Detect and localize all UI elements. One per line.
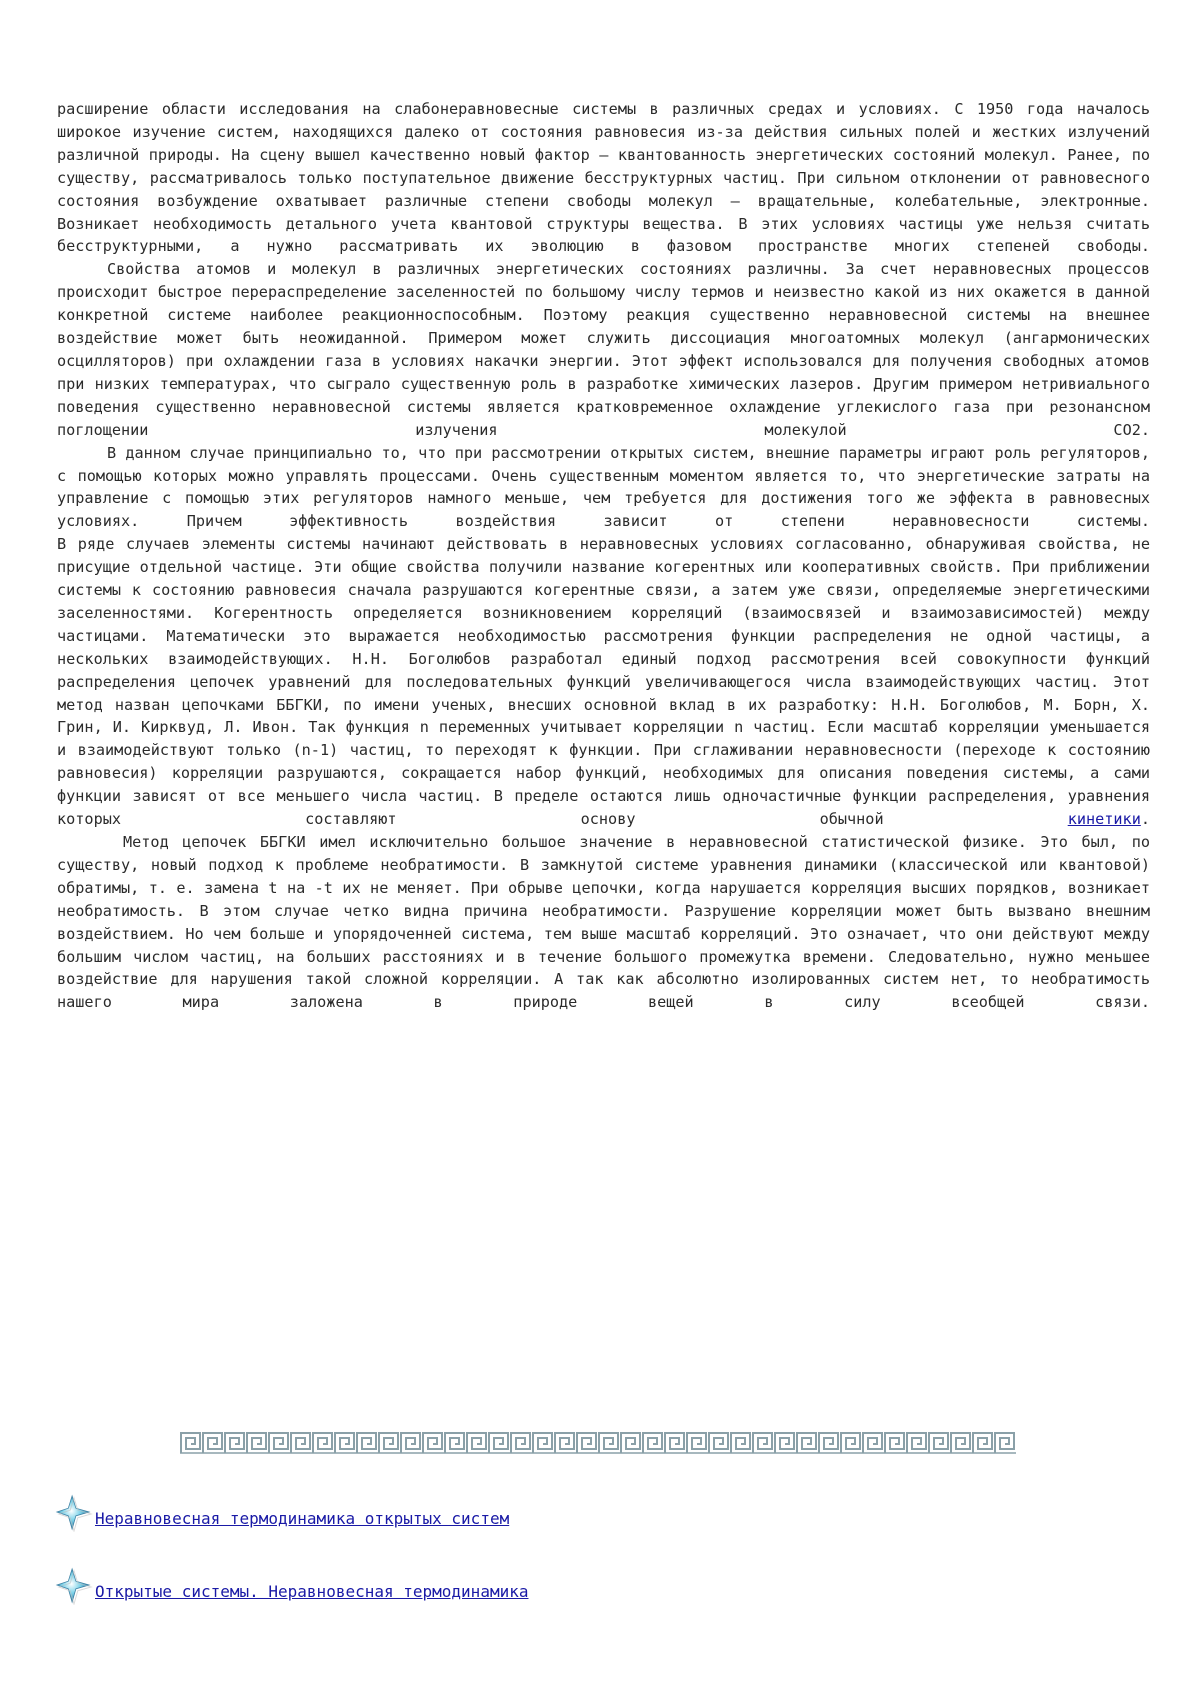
greek-key-ornament-icon <box>180 1432 1030 1454</box>
blue-star-icon <box>55 1567 93 1605</box>
nav-item-open-systems[interactable] <box>55 1565 528 1605</box>
nav-link-label[interactable]: Неравновесная термодинамика открытых систем <box>95 1509 510 1528</box>
greek-key-segment <box>467 1433 486 1453</box>
greek-key-segment <box>643 1433 662 1453</box>
paragraph-4 <box>57 533 1150 831</box>
greek-key-segment <box>687 1433 706 1453</box>
greek-key-segment <box>841 1433 860 1453</box>
nav-link-label[interactable]: Открытые системы. Неравновесная термодинамика <box>95 1582 529 1601</box>
paragraph-4-text: В ряде случаев элементы системы начинают действовать в неравновесных условиях согласованно, обнаруживая свойства, не присущие отдельной частице. Эти общие свойства получили название когерентных или кооперативных свойств. При приближении системы к состоянию равновесия сначала разрушаются когерентные связи, а затем уже связи, определяемые энергетическими заселенностями. Когерентность определяется возникновением корреляций (взаимосвязей и взаимозависимостей) между частицами. Математически это выражается необходимостью рассмотрения функции распределения не одной частицы, а нескольких взаимодействующих. Н.Н. Боголюбов разработал единый подход рассмотрения всей совокупности функций распределения цепочек уравнений для последовательных функций увеличивающегося числа взаимодействующих частиц. Этот метод назван цепочками ББГКИ, по имени ученых, внесших основной вклад в их разработку: Н.Н. Боголюбов, М. Борн, Х. Грин, И. Кирквуд, Л. Ивон. Так функция n переменных учитывает корреляции n частиц. Если масштаб корреляции уменьшается и взаимодействуют только (n-1) частиц, то переходят к функции. При сглаживании неравновесности (переходе к состоянию равновесия) корреляции разрушаются, сокращается набор функций, необходимых для описания поведения системы, а сами функции зависят от все меньшего числа частиц. В пределе остаются лишь одночастичные функции распределения, уравнения которых составляют основу обычной <box>57 535 1150 829</box>
paragraph-4-end: . <box>1140 810 1150 829</box>
greek-key-segment <box>291 1433 310 1453</box>
greek-key-segment <box>489 1433 508 1453</box>
greek-key-segment <box>269 1433 288 1453</box>
greek-key-segment <box>379 1433 398 1453</box>
greek-key-segment <box>819 1433 838 1453</box>
greek-key-segment <box>775 1433 794 1453</box>
greek-key-segment <box>797 1433 816 1453</box>
greek-key-segment <box>753 1433 772 1453</box>
greek-key-segment <box>203 1433 222 1453</box>
paragraph-2: Свойства атомов и молекул в различных энергетических состояниях различны. За счет неравновесных процессов происходит быстрое перераспределение заселенностей по большому числу термов и неизвестно какой из них окажется в данной конкретной системе наиболее реакционноспособным. Поэтому реакция существенно неравновесной системы на внешнее воздействие может быть неожиданной. Примером может служить диссоциация многоатомных молекул (ангармонических осцилляторов) при охлаждении газа в условиях накачки энергии. Этот эффект использовался для получения свободных атомов при низких температурах, что сыграло существенную роль в разработке химических лазеров. Другим примером нетривиального поведения существенно неравновесной системы является кратковременное охлаждение углекислого газа при резонансном поглощении излучения молекулой СО2. <box>57 260 1150 439</box>
greek-key-segment <box>885 1433 904 1453</box>
greek-key-segment <box>401 1433 420 1453</box>
greek-key-segment <box>511 1433 530 1453</box>
paragraph-3: В данном случае принципиально то, что при рассмотрении открытых систем, внешние параметры играют роль регуляторов, с помощью которых можно управлять процессами. Очень существенным моментом является то, что энергетические затраты на управление с помощью этих регуляторов намного меньше, чем требуется для достижения того же эффекта в равновесных условиях. Причем эффективность воздействия зависит от степени неравновесности системы. <box>57 443 1150 531</box>
greek-key-segment <box>181 1433 200 1453</box>
greek-key-segment <box>907 1433 926 1453</box>
greek-key-segment <box>335 1433 354 1453</box>
greek-key-segment <box>247 1433 266 1453</box>
greek-key-segment <box>445 1433 464 1453</box>
greek-key-segment <box>533 1433 552 1453</box>
greek-key-segment <box>995 1433 1014 1453</box>
greek-key-segment <box>863 1433 882 1453</box>
article-body <box>57 98 1150 1014</box>
greek-key-segment <box>577 1433 596 1453</box>
greek-key-segment <box>929 1433 948 1453</box>
greek-key-segment <box>665 1433 684 1453</box>
greek-key-segment <box>599 1433 618 1453</box>
greek-key-segment <box>709 1433 728 1453</box>
paragraph-1: расширение области исследования на слабонеравновесные системы в различных средах и условиях. С 1950 года началось широкое изучение систем, находящихся далеко от состояния равновесия из-за действия сильных полей и жестких излучений различной природы. На сцену вышел качественно новый фактор — квантованность энергетических состояний молекул. Ранее, по существу, рассматривалось только поступательное движение бесструктурных частиц. При сильном отклонении от равновесного состояния возбуждение охватывает различные степени свободы молекул — вращательные, колебательные, электронные. Возникает необходимость детального учета квантовой структуры вещества. В этих условиях частицы уже нельзя считать бесструктурными, а нужно рассматривать их эволюцию в фазовом пространстве многих степеней свободы. <box>57 100 1150 256</box>
nav-item-nonequilibrium-thermodynamics[interactable] <box>55 1492 509 1532</box>
greek-key-segment <box>555 1433 574 1453</box>
greek-key-segment <box>731 1433 750 1453</box>
greek-key-divider <box>180 1432 1030 1454</box>
greek-key-segment <box>313 1433 332 1453</box>
greek-key-segment <box>951 1433 970 1453</box>
paragraph-5: Метод цепочек ББГКИ имел исключительно большое значение в неравновесной статистической физике. Это был, по существу, новый подход к проблеме необратимости. В замкнутой системе уравнения динамики (классической или квантовой) обратимы, т. е. замена t на -t их не меняет. При обрыве цепочки, когда нарушается корреляция высших порядков, возникает необратимость. В этом случае четко видна причина необратимости. Разрушение корреляции может быть вызвано внешним воздействием. Но чем больше и упорядоченней система, тем выше масштаб корреляций. Это означает, что они действуют между большим числом частиц, на больших расстояниях и в течение большого промежутка времени. Следовательно, нужно меньшее воздействие для нарушения такой сложной корреляции. А так как абсолютно изолированных систем нет, то необратимость нашего мира заложена в природе вещей в силу всеобщей связи. <box>57 833 1150 1012</box>
greek-key-segment <box>423 1433 442 1453</box>
greek-key-segment <box>225 1433 244 1453</box>
blue-star-icon <box>55 1494 93 1532</box>
kinetics-link[interactable]: кинетики <box>1067 810 1141 829</box>
greek-key-segment <box>621 1433 640 1453</box>
greek-key-segment <box>973 1433 992 1453</box>
greek-key-segment <box>357 1433 376 1453</box>
